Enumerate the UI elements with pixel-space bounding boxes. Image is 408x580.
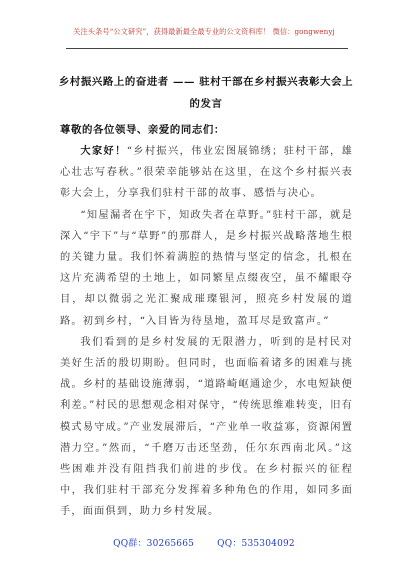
header-divider	[66, 48, 348, 49]
footer-qq-group: QQ群：30265665	[113, 539, 195, 549]
paragraph-3: 我们看到的是乡村发展的无限潜力，听到的是村民对美好生活的殷切期盼。但同时，也面临着诸多的困难与挑战。乡村的基础设施薄弱，“道路崎岖通途少，水电短缺便利差。”村民的思想观念相对保守，“传统思维难转变，旧有模式易守成。”产业发展滞后，“产业单一收益寡，资源闲置潜力空。”然而，“千磨万击还坚劲，任尔东西南北风。”这些困难并没有阻挡我们前进的步伐。在乡村振兴的征程中，我们驻村干部充分发挥着多种角色的作用，如同多面手，面面俱到，助力乡村发展。	[60, 336, 353, 518]
paragraph-1-text: “乡村振兴，伟业宏图展锦绣；驻村干部，雄心壮志写春秋。”很荣幸能够站在这里，在这个乡村振兴表彰大会上，分享我们驻村干部的故事、感悟与决心。	[60, 146, 353, 200]
document-body	[60, 141, 353, 523]
footer-qq: QQ：535304092	[217, 539, 295, 549]
footer-contact	[0, 536, 408, 549]
paragraph-1	[60, 141, 353, 205]
salutation: 尊敬的各位领导、亲爱的同志们：	[60, 124, 225, 136]
document-title: 乡村振兴路上的奋进者 —— 驻村干部在乡村振兴表彰大会上的发言	[58, 76, 354, 110]
opening-greeting: 大家好！	[80, 145, 127, 157]
header-notice: 关注头条号“公文研究”，获得最新最全最专业的公文资料库！ 微信：gongwenyj	[73, 27, 335, 36]
paragraph-2: “知屋漏者在宇下，知政失者在草野。”驻村干部，就是深入“宇下”与“草野”的那群人，是乡村振兴战略落地生根的关键力量。我们怀着满腔的热情与坚定的信念，扎根在这片充满希望的土地上，如同繁星点缀夜空，虽不耀眼夺目，却以微弱之光汇聚成璀璨银河，照亮乡村发展的道路。初到乡村，“入目皆为待垦地，盈耳尽是致富声。”	[60, 209, 353, 327]
